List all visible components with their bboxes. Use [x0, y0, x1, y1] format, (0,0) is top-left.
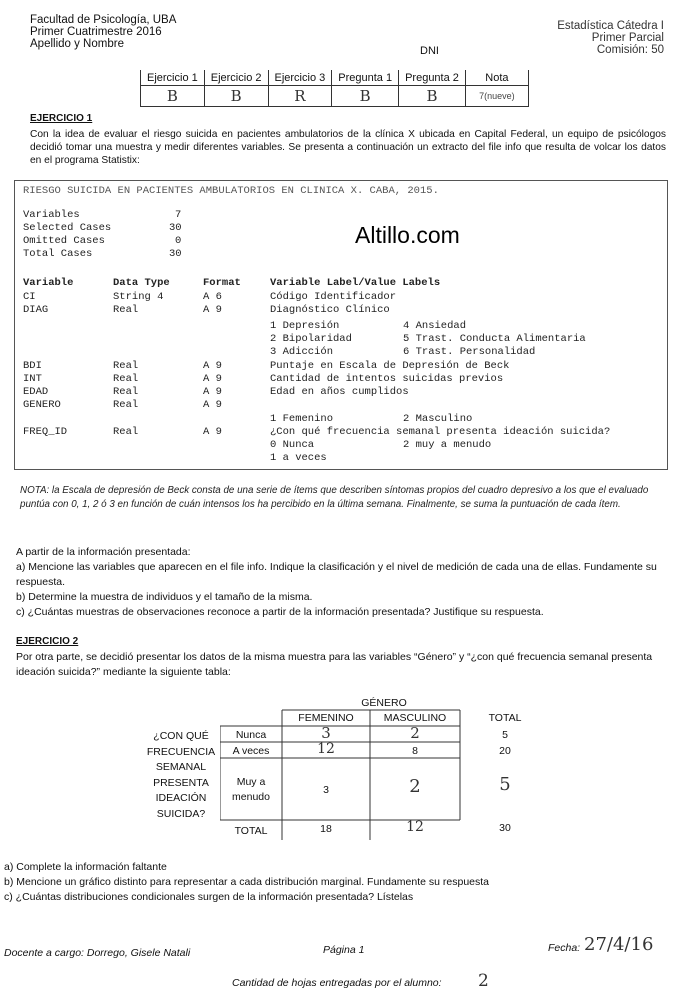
- crosstab-col-header: FEMENINO: [298, 712, 354, 724]
- crosstab-total-cell: 30: [499, 822, 511, 834]
- stat-label: Variables: [23, 209, 80, 221]
- crosstab-group-header: GÉNERO: [361, 697, 407, 709]
- row-title-line: IDEACIÓN: [155, 792, 207, 804]
- grades-table: [140, 70, 529, 107]
- ej1-question-b: b) Determine la muestra de individuos y el tamaño de la misma.: [16, 591, 313, 603]
- stat-value: 30: [169, 248, 182, 260]
- crosstab-total-label: TOTAL: [234, 825, 268, 837]
- ej1-question-c: c) ¿Cuántas muestras de observaciones reconoce a partir de la información presentada? Justifique su respuesta.: [16, 606, 544, 618]
- sheets-value: 2: [478, 971, 489, 991]
- value-label: 2 Bipolaridad: [270, 333, 352, 345]
- page-number: Página 1: [323, 944, 365, 956]
- value-label: 5 Trast. Conducta Alimentaria: [403, 333, 586, 345]
- grade-final: 7(nueve): [465, 86, 528, 107]
- date-label: Fecha:: [548, 942, 581, 954]
- subject-text: Estadística Cátedra I: [557, 20, 664, 32]
- var-type: Real: [113, 304, 139, 316]
- var-type: Real: [113, 399, 139, 411]
- var-format: A 9: [203, 386, 222, 398]
- value-label: 3 Adicción: [270, 346, 334, 358]
- var-label: Cantidad de intentos suicidas previos: [270, 373, 504, 385]
- crosstab-col-header: TOTAL: [488, 712, 522, 724]
- grade-score: B: [141, 86, 205, 107]
- stat-label: Total Cases: [23, 248, 93, 260]
- file-info-title: RIESGO SUICIDA EN PACIENTES AMBULATORIOS EN CLINICA X. CABA, 2015.: [23, 185, 439, 197]
- ej1-title: EJERCICIO 1: [30, 113, 93, 124]
- var-label: Código Identificador: [270, 291, 397, 303]
- teacher-text: Docente a cargo: Dorrego, Gisele Natali: [4, 947, 191, 959]
- var-type: Real: [113, 386, 139, 398]
- grades-header-cell: Pregunta 2: [399, 70, 466, 86]
- var-type: Real: [113, 360, 139, 372]
- crosstab-row-label: A veces: [232, 745, 270, 757]
- value-label: 1 a veces: [270, 452, 327, 464]
- crosstab-cell: 8: [412, 745, 418, 757]
- var-label: Puntaje en Escala de Depresión de Beck: [270, 360, 510, 372]
- grades-header-cell: Ejercicio 1: [141, 70, 205, 86]
- name-label: Apellido y Nombre: [30, 38, 124, 50]
- exam-text: Primer Parcial: [591, 32, 664, 44]
- grade-score: B: [204, 86, 268, 107]
- row-title-line: PRESENTA: [153, 776, 209, 789]
- row-title-line: FRECUENCIA: [146, 745, 216, 758]
- value-label: 4 Ansiedad: [403, 320, 467, 332]
- date-value: 27/4/16: [584, 934, 654, 955]
- row-title-line: ¿CON QUÉ: [153, 730, 209, 742]
- row-title-line: SUICIDA?: [156, 807, 206, 820]
- col-header: Data Type: [113, 277, 170, 289]
- var-label: Diagnóstico Clínico: [270, 304, 390, 316]
- stat-value: 30: [169, 222, 182, 234]
- stat-label: Selected Cases: [23, 222, 112, 234]
- var-format: A 9: [203, 373, 222, 385]
- var-label: Edad en años cumplidos: [270, 386, 409, 398]
- var-label: ¿Con qué frecuencia semanal presenta ideación suicida?: [270, 426, 611, 438]
- var-type: Real: [113, 373, 139, 385]
- var-name: BDI: [23, 360, 42, 372]
- header-right: [557, 20, 664, 56]
- crosstab-total-cell: 12: [406, 819, 424, 835]
- ej1-lead: A partir de la información presentada:: [16, 546, 191, 558]
- col-header: Variable: [23, 277, 74, 289]
- var-name: EDAD: [23, 386, 49, 398]
- crosstab-cell: 5: [502, 729, 508, 741]
- crosstab-col-header: MASCULINO: [383, 712, 447, 724]
- var-format: A 9: [203, 399, 222, 411]
- col-header: Variable Label/Value Labels: [270, 277, 441, 289]
- grades-header-cell: Ejercicio 2: [204, 70, 268, 86]
- grades-score-row: [141, 86, 529, 107]
- crosstab-cell: 12: [317, 741, 335, 757]
- var-name: CI: [23, 291, 36, 303]
- ej1-question-a: a) Mencione las variables que aparecen en el file info. Indique la clasificación y el nivel de medición de cada una de ellas. Fundamente su respuesta.: [16, 561, 657, 588]
- row-title-line: SEMANAL: [155, 761, 207, 773]
- value-label: 6 Trast. Personalidad: [403, 346, 536, 358]
- stat-value: 0: [175, 235, 182, 247]
- value-label: 2 muy a menudo: [403, 439, 492, 451]
- watermark: Altillo.com: [355, 222, 460, 248]
- var-name: FREQ_ID: [23, 426, 68, 438]
- crosstab-cell: 3: [323, 784, 329, 796]
- commission-text: Comisión: 50: [596, 44, 664, 56]
- grade-score: B: [332, 86, 399, 107]
- grades-header-cell: Nota: [465, 70, 528, 86]
- ej2-question-a: a) Complete la información faltante: [4, 861, 167, 873]
- grade-score: B: [399, 86, 466, 107]
- var-type: String 4: [113, 291, 164, 303]
- ej1-intro: Con la idea de evaluar el riesgo suicida en pacientes ambulatorios de la clínica X ubicada en Capital Federal, un equipo de psicólogos decidió tomar una muestra y medir diferentes variables. Se presenta a continuación un extracto del file info que resulta de volcar los datos en el programa Statistix:: [30, 129, 666, 166]
- stat-value: 7: [175, 209, 182, 221]
- value-label: 2 Masculino: [403, 413, 473, 425]
- file-info-box: [14, 180, 668, 470]
- crosstab-cell: 3: [321, 724, 331, 742]
- grades-header-cell: Ejercicio 3: [268, 70, 332, 86]
- grade-score: R: [268, 86, 332, 107]
- var-type: Real: [113, 426, 139, 438]
- grades-header-row: [141, 70, 529, 86]
- crosstab-row-label: Muy a menudo: [232, 776, 270, 803]
- var-name: GENERO: [23, 399, 61, 411]
- faculty-text: Facultad de Psicología, UBA: [30, 14, 177, 26]
- ej2-question-c: c) ¿Cuántas distribuciones condicionales surgen de la información presentada? Lístelas: [4, 891, 414, 903]
- beck-note: NOTA: la Escala de depresión de Beck consta de una serie de ítems que describen síntomas propios del cuadro depresivo a los que el evaluado puntúa con 0, 1, 2 ó 3 en función de cuán intensos los ha percibido en la última semana. Finalmente, se suma la puntuación de cada ítem.: [20, 485, 649, 510]
- var-format: A 9: [203, 426, 222, 438]
- grades-header-cell: Pregunta 1: [332, 70, 399, 86]
- col-header: Format: [203, 277, 241, 289]
- sheets-label: Cantidad de hojas entregadas por el alumno:: [232, 977, 442, 989]
- ej2-intro: Por otra parte, se decidió presentar los datos de la misma muestra para las variables “Género” y “¿con qué frecuencia semanal presenta ideación suicida?” mediante la siguiente tabla:: [16, 651, 653, 678]
- crosstab-row-title: [140, 729, 222, 822]
- crosstab-cell: 20: [499, 745, 511, 757]
- var-format: A 9: [203, 360, 222, 372]
- ej2-question-b: b) Mencione un gráfico distinto para representar a cada distribución marginal. Fundamente su respuesta: [4, 876, 490, 888]
- crosstab-cell: 2: [410, 724, 420, 742]
- var-name: DIAG: [23, 304, 49, 316]
- value-label: 1 Femenino: [270, 413, 334, 425]
- crosstab-row-label: Nunca: [235, 729, 267, 741]
- value-label: 0 Nunca: [270, 439, 315, 451]
- var-format: A 9: [203, 304, 222, 316]
- header-left: [30, 14, 176, 50]
- crosstab-cell: 5: [499, 774, 511, 795]
- ej2-questions: [4, 860, 694, 905]
- term-text: Primer Cuatrimestre 2016: [30, 26, 162, 38]
- stat-label: Omitted Cases: [23, 235, 105, 247]
- ej1-questions: [16, 545, 686, 620]
- value-label: 1 Depresión: [270, 320, 340, 332]
- var-name: INT: [23, 373, 42, 385]
- crosstab-cell: 2: [409, 776, 421, 797]
- var-format: A 6: [203, 291, 222, 303]
- crosstab-total-cell: 18: [320, 823, 332, 835]
- ej2-title: EJERCICIO 2: [16, 636, 79, 647]
- dni-label: DNI: [420, 45, 439, 57]
